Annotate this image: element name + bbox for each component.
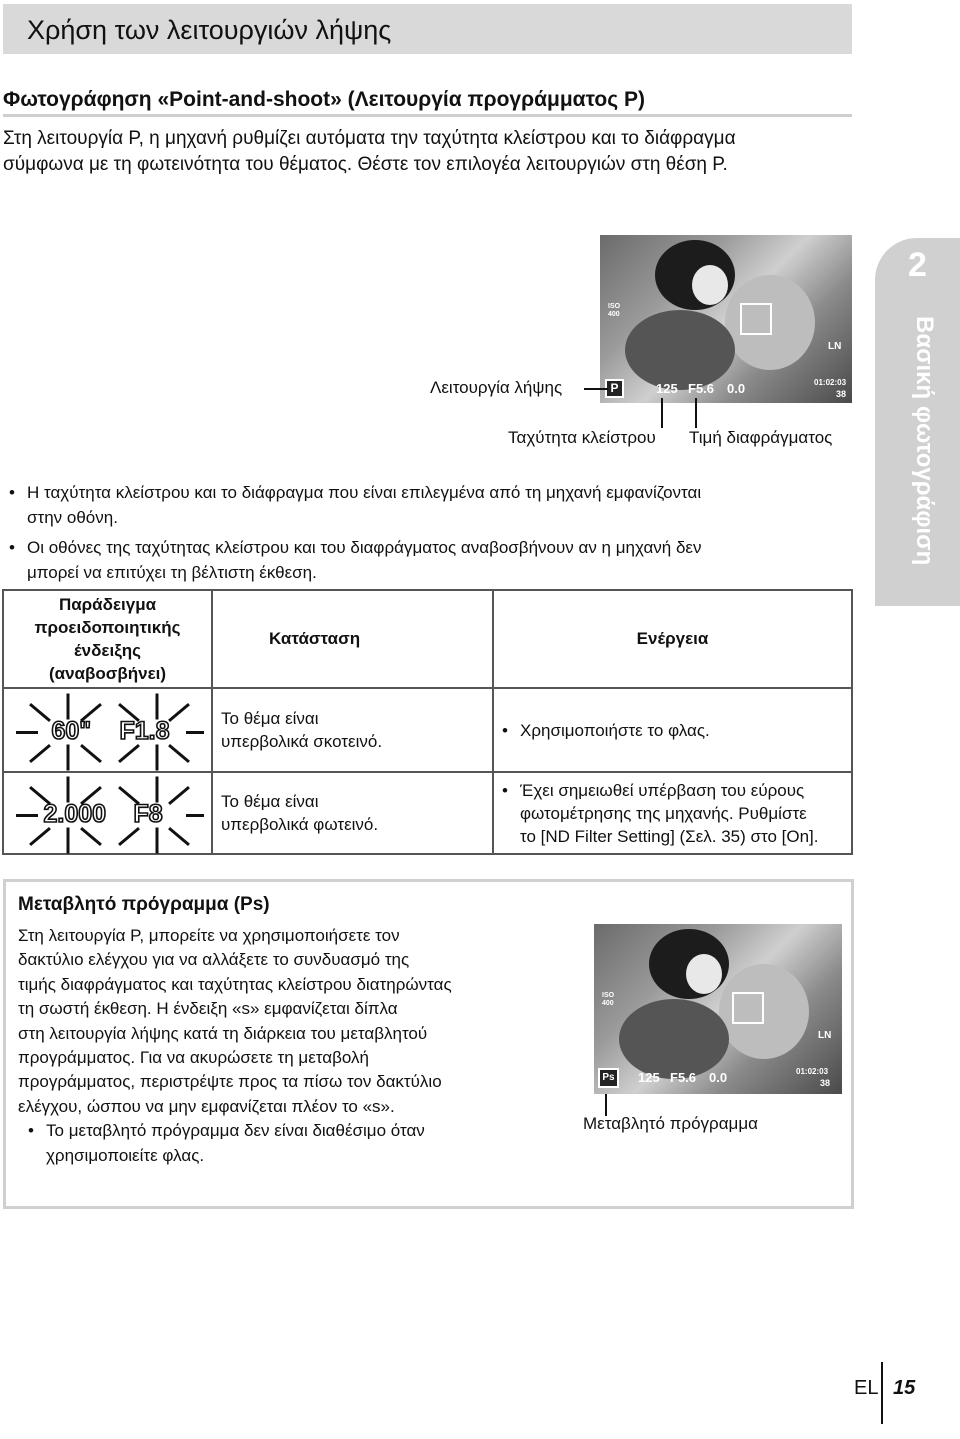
warning-example <box>3 688 212 772</box>
photo-shirt <box>625 310 735 390</box>
program-shift-body: Στη λειτουργία P, μπορείτε να χρησιμοποιήσετε τον δακτύλιο ελέγχου για να αλλάξετε το συνδυασμό της τιμής διαφράγματος και ταχύτητας κλείστρου διατηρώντας τη σωστή έκθεση. Η ένδειξη «s» εμφανίζεται δίπλα στη λειτουργία λήψης κατά τη διάρκεια του μεταβλητού προγράμματος. Για να ακυρώσετε τη μεταβολή προγράμματος, περιστρέψτε προς τα πίσω τον δακτύλιο ελέγχου, ώσπου να μην εμφανίζεται πλέον το «s». • Το μεταβλητό πρόγραμμα δεν είναι διαθέσιμο όταν χρησιμοποιείτε φλας. <box>18 924 578 1168</box>
program-shift-title: Μεταβλητό πρόγραμμα (Ps) <box>18 894 270 915</box>
photo-dog-face <box>686 954 722 994</box>
col-header-status: Κατάσταση <box>212 590 493 688</box>
warning-aperture-value: F8 <box>133 800 163 828</box>
table-row <box>3 688 852 772</box>
label-shooting-mode: Λειτουργία λήψης <box>430 378 563 397</box>
program-shift-box <box>3 879 854 1209</box>
mode-indicator: Ps <box>598 1068 619 1088</box>
aperture-readout: F5.6 <box>670 1070 697 1085</box>
status-cell: Το θέμα είναι υπερβολικά σκοτεινό. <box>212 688 493 772</box>
bullet-item: • Το μεταβλητό πρόγραμμα δεν είναι διαθέσιμο όταν χρησιμοποιείτε φλας. <box>28 1121 425 1165</box>
intro-line: σύμφωνα με τη φωτεινότητα του θέματος. Θέστε τον επιλογέα λειτουργιών στη θέση P. <box>3 154 728 175</box>
flash-indicator <box>18 695 198 765</box>
warning-aperture-value: F1.8 <box>119 717 170 745</box>
photo-dog-face <box>692 265 728 305</box>
bullet-list <box>7 480 867 585</box>
shutter-readout: 125 <box>656 381 678 396</box>
callout-line <box>584 388 608 390</box>
col-header-example: Παράδειγμα προειδοποιητικής ένδειξης (αναβοσβήνει) <box>3 590 212 688</box>
label-shutter-speed: Ταχύτητα κλείστρου <box>508 428 656 447</box>
intro-line: Στη λειτουργία P, η μηχανή ρυθμίζει αυτόματα την ταχύτητα κλείστρου και το διάφραγμα <box>3 128 736 149</box>
camera-screen <box>600 235 852 403</box>
warning-example <box>3 772 212 854</box>
footer-divider <box>881 1362 883 1424</box>
time-readout: 01:02:03 <box>814 378 847 387</box>
mode-indicator: P <box>605 379 624 398</box>
section-title: Φωτογράφηση «Point-and-shoot» (Λειτουργία προγράμματος P) <box>3 88 852 117</box>
photo-shirt <box>619 999 729 1079</box>
chapter-number: 2 <box>908 246 927 284</box>
intro-text <box>3 126 863 178</box>
action-cell: • Χρησιμοποιήστε το φλας. <box>493 688 852 772</box>
section-header <box>3 4 852 54</box>
page-title: Χρήση των λειτουργιών λήψης <box>27 15 392 45</box>
aperture-readout: F5.6 <box>688 381 715 396</box>
shutter-readout: 125 <box>638 1070 660 1085</box>
label-aperture: Τιμή διαφράγματος <box>689 428 833 447</box>
bullet-item: • Οι οθόνες της ταχύτητας κλείστρου και του διαφράγματος αναβοσβήνουν αν η μηχανή δεν μπορεί να επιτύχει τη βέλτιστη έκθεση. <box>7 535 867 585</box>
warning-shutter-value: 2.000 <box>43 800 107 828</box>
col-header-action: Ενέργεια <box>493 590 852 688</box>
table-header-row <box>3 590 852 688</box>
footer-language: EL <box>854 1377 879 1399</box>
warning-shutter-value: 60" <box>51 717 92 745</box>
quality-readout: LN <box>818 1030 832 1041</box>
bullet-item: • Η ταχύτητα κλείστρου και το διάφραγμα που είναι επιλεγμένα από τη μηχανή εμφανίζονται στην οθόνη. <box>7 480 867 530</box>
exposure-readout: 0.0 <box>727 381 746 396</box>
af-frame <box>732 992 764 1024</box>
page-number: 15 <box>893 1377 916 1399</box>
flash-indicator <box>18 778 198 848</box>
shots-readout: 38 <box>820 1078 831 1088</box>
warning-table <box>2 589 853 855</box>
label-program-shift: Μεταβλητό πρόγραμμα <box>583 1114 758 1133</box>
shots-readout: 38 <box>836 389 847 399</box>
callout-line <box>661 398 663 428</box>
iso-readout: ISO 400 <box>608 303 621 318</box>
camera-screen <box>594 924 842 1094</box>
af-frame <box>740 303 772 335</box>
callout-line <box>605 1094 607 1116</box>
exposure-readout: 0.0 <box>709 1070 728 1085</box>
status-cell: Το θέμα είναι υπερβολικά φωτεινό. <box>212 772 493 854</box>
chapter-tab <box>875 238 960 606</box>
time-readout: 01:02:03 <box>796 1067 829 1076</box>
iso-readout: ISO 400 <box>602 992 615 1007</box>
chapter-title: Βασική φωτογράφιση <box>911 316 938 566</box>
action-cell: • Έχει σημειωθεί υπέρβαση του εύρους φωτομέτρησης της μηχανής. Ρυθμίστε το [ND Filter Setting] (Σελ. 35) στο [On]. <box>493 772 852 854</box>
table-row <box>3 772 852 854</box>
callout-line <box>695 398 697 428</box>
quality-readout: LN <box>828 341 842 352</box>
